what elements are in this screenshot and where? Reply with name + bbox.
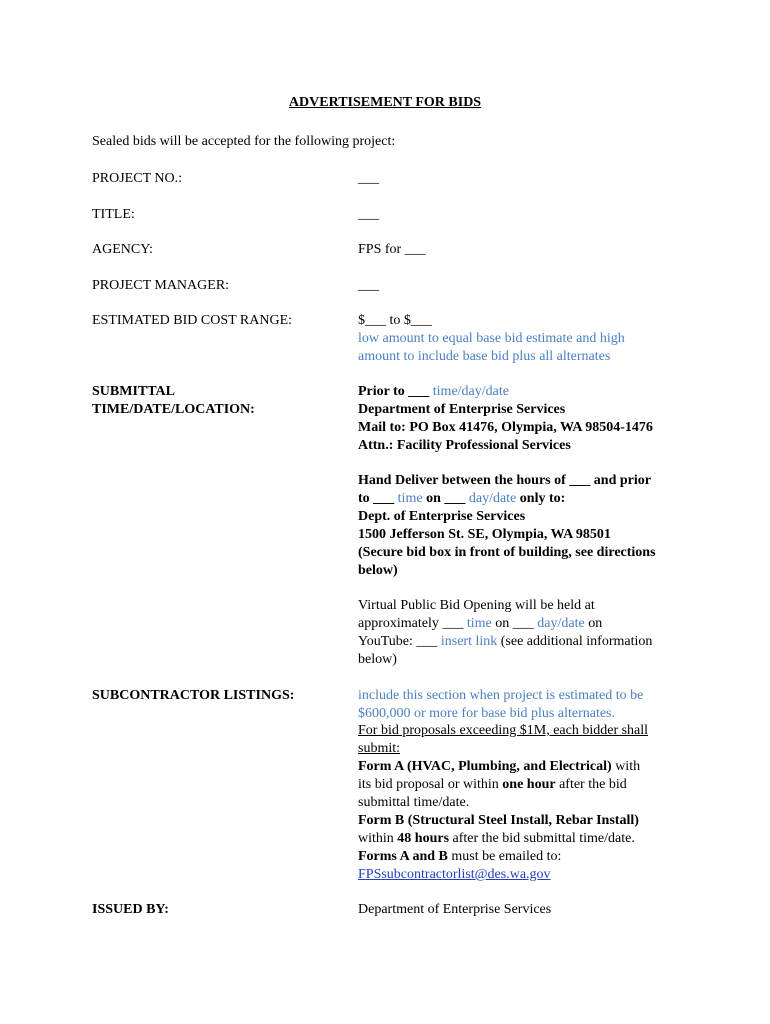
hand2-a: to ___ [358,491,395,506]
forms-email-line [358,848,561,866]
form-a2-b: after the bid [559,777,627,792]
time-date-hint: time/day/date [432,384,509,399]
form-a-title: Form A (HVAC, Plumbing, and Electrical) [358,759,612,774]
form-a2-bold: one hour [502,777,556,792]
cost-range-note-2: amount to include base bid plus all alternates [358,349,611,364]
subcontractor-hint-1: include this section when project is estimated to be [358,688,644,703]
hand2-c: only to: [519,491,566,506]
hand-deliver-street: 1500 Jefferson St. SE, Olympia, WA 98501 [358,527,611,542]
virtual3-a: YouTube: ___ [358,634,438,649]
form-b2-a: within [358,831,394,846]
subcontractor-hint-2: $600,000 or more for base bid plus alternates. [358,706,615,721]
cost-range-label: ESTIMATED BID COST RANGE: [92,313,293,328]
submittal-label-1: SUBMITTAL [92,384,175,399]
form-b-title: Form B (Structural Steel Install, Rebar Install) [358,813,639,828]
form-b2-b: after the bid submittal time/date. [452,831,635,846]
intro-text: Sealed bids will be accepted for the following project: [92,134,396,149]
subcontractor-email-link[interactable]: FPSsubcontractorlist@des.wa.gov [358,867,551,882]
title-label: TITLE: [92,207,135,222]
virtual-line-1: Virtual Public Bid Opening will be held at [358,598,595,613]
form-a-rest: with [615,759,641,774]
hand-deliver-dept: Dept. of Enterprise Services [358,509,526,524]
agency-value: FPS for ___ [358,242,426,257]
virtual-line-3 [358,633,652,651]
title-value: ___ [358,207,379,222]
submittal-label-2: TIME/DATE/LOCATION: [92,402,255,417]
virtual2-a: approximately ___ [358,616,464,631]
agency-label: AGENCY: [92,242,153,257]
prior-to-text: Prior to ___ [358,384,430,399]
hand-deliver-line-1: Hand Deliver between the hours of ___ and prior [358,473,651,488]
project-no-value: ___ [358,171,379,186]
form-a-line-2 [358,776,627,794]
virtual2-c: on [588,616,603,631]
forms-rest: must be emailed to: [451,849,562,864]
issued-by-label: ISSUED BY: [92,902,169,917]
form-a2-a: its bid proposal or within [358,777,499,792]
project-no-label: PROJECT NO.: [92,171,182,186]
form-a-line-3: submittal time/date. [358,795,470,810]
form-b-line-2 [358,830,635,848]
subcontractor-req-2: submit: [358,741,401,756]
page-title: ADVERTISEMENT FOR BIDS [288,95,482,110]
virtual2-date-hint: day/date [537,616,585,631]
submittal-dept: Department of Enterprise Services [358,402,566,417]
forms-bold: Forms A and B [358,849,448,864]
virtual2-b: on ___ [495,616,534,631]
secure-box-line-1: (Secure bid box in front of building, see directions [358,545,656,560]
hand2-b: on ___ [426,491,466,506]
project-manager-value: ___ [358,278,379,293]
hand-deliver-line-2 [358,490,565,508]
secure-box-line-2: below) [358,563,398,578]
form-a-line-1 [358,758,640,776]
form-b2-bold: 48 hours [397,831,450,846]
virtual2-time-hint: time [466,616,492,631]
submittal-mail: Mail to: PO Box 41476, Olympia, WA 98504-1476 [358,420,653,435]
submittal-prior-line [358,383,509,401]
project-manager-label: PROJECT MANAGER: [92,278,230,293]
subcontractor-req-1: For bid proposals exceeding $1M, each bidder shall [358,723,649,738]
cost-range-note-1: low amount to equal base bid estimate and high [358,331,625,346]
virtual-line-2 [358,615,602,633]
virtual3-b: (see additional information [500,634,653,649]
cost-range-value: $___ to $___ [358,313,432,328]
virtual-line-4: below) [358,652,397,667]
submittal-attn: Attn.: Facility Professional Services [358,438,571,453]
subcontractor-label: SUBCONTRACTOR LISTINGS: [92,688,295,703]
hand2-time-hint: time [397,491,423,506]
insert-link-hint: insert link [440,634,498,649]
hand2-date-hint: day/date [468,491,517,506]
issued-by-value: Department of Enterprise Services [358,902,552,917]
